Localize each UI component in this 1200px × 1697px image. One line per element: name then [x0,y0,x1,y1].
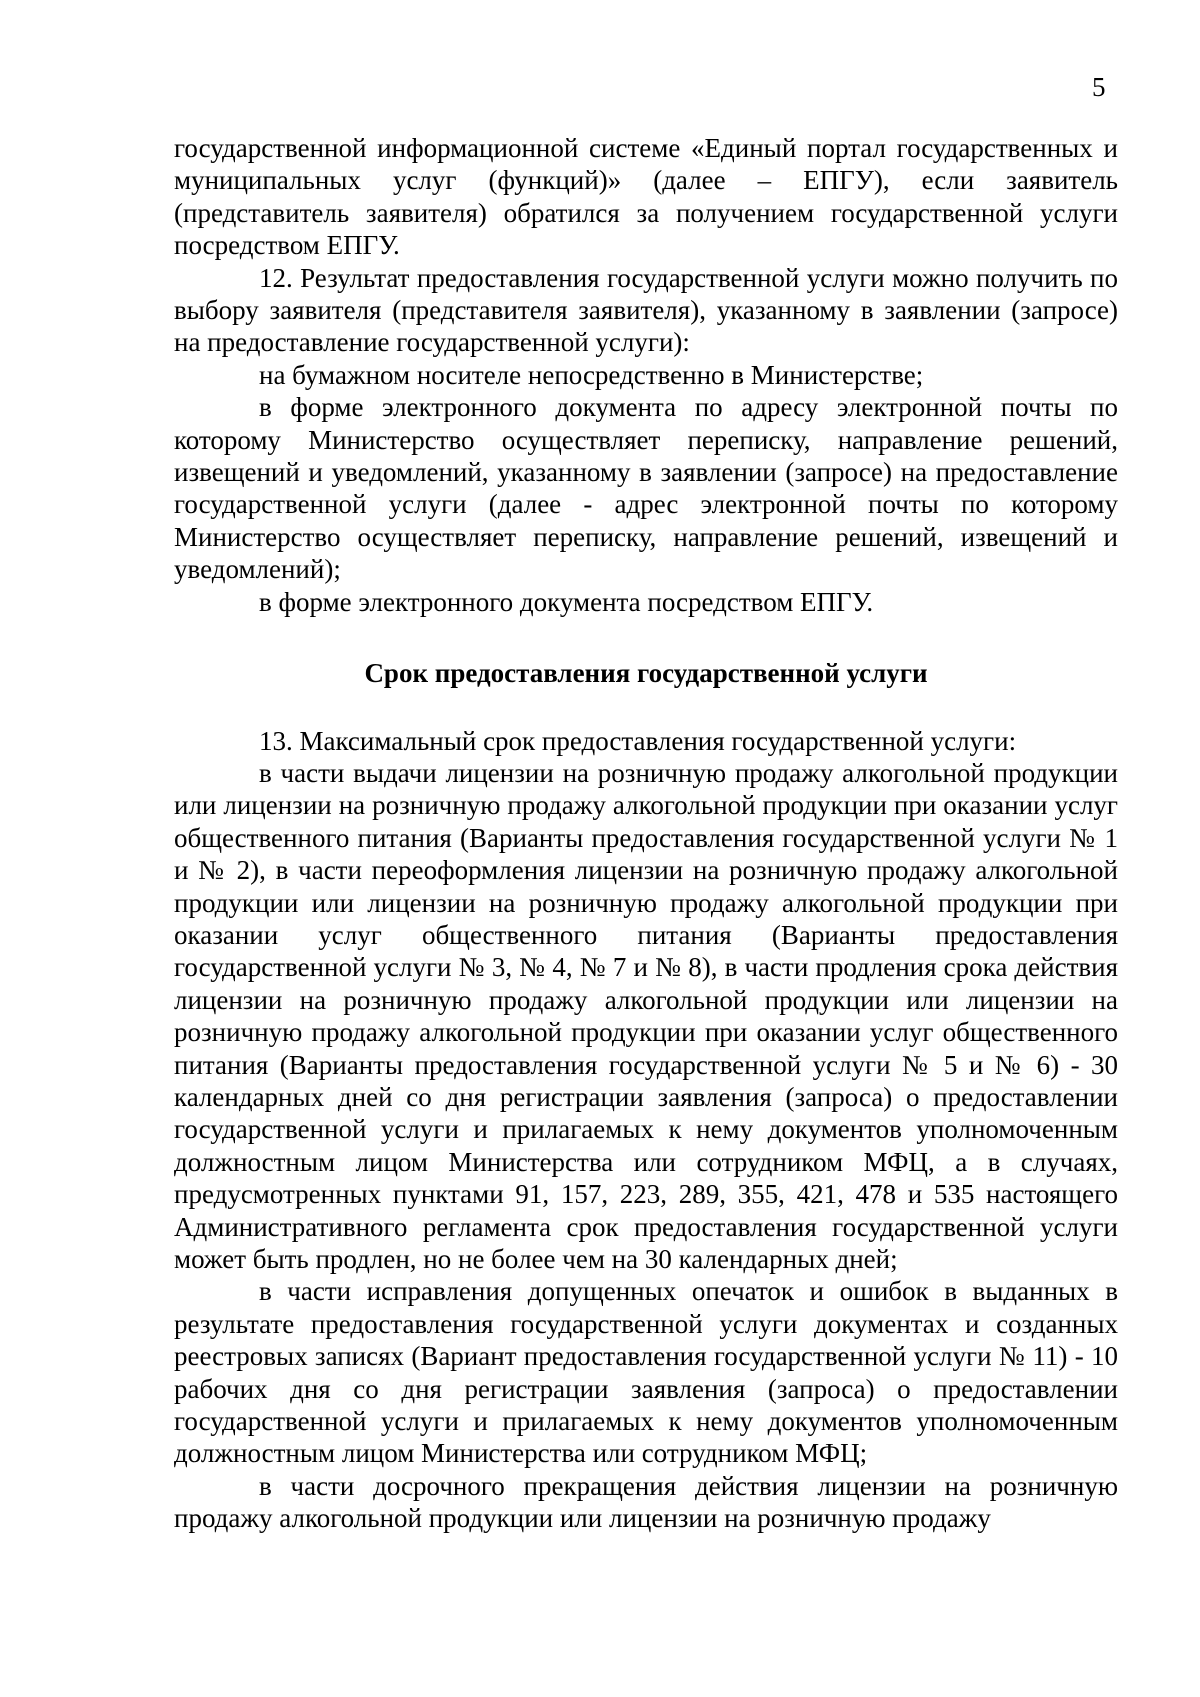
paragraph-early-termination: в части досрочного прекращения действия лицензии на розничную продажу алкогольной продукции или лицензии на розничную продажу [174,1470,1118,1534]
document-body [174,132,1118,1535]
paragraph-paper-option: на бумажном носителе непосредственно в Министерстве; [259,359,924,390]
section-heading: Срок предоставления государственной услуги [364,658,928,689]
paragraph-13-max-term: 13. Максимальный срок предоставления государственной услуги: [259,725,1017,756]
paragraph-correction-term: в части исправления допущенных опечаток и ошибок в выданных в результате предоставления государственной услуги документах и созданных реестровых записях (Вариант предоставления государственной услуги № 11) - 10 рабочих дня со дня регистрации заявления (запроса) о предоставлении государственной услуги и прилагаемых к нему документов уполномоченным должностным лицом Министерства или сотрудником МФЦ; [174,1276,1118,1469]
page-number: 5 [1092,72,1106,102]
paragraph-email-option: в форме электронного документа по адресу электронной почты по которому Министерство осуществляет переписку, направление решений, извещений и уведомлений, указанному в заявлении (запросе) на предоставление государственной услуги (далее - адрес электронной почты по которому Министерство осуществляет переписку, направление решений, извещений и уведомлений); [174,392,1118,585]
paragraph-12-result: 12. Результат предоставления государственной услуги можно получить по выбору заявителя (представителя заявителя), указанному в заявлении (запросе) на предоставление государственной услуги): [174,262,1118,358]
paragraph-epgu-option: в форме электронного документа посредством ЕПГУ. [259,586,874,617]
paragraph-continuation-epgu: государственной информационной системе «Единый портал государственных и муниципальных услуг (функций)» (далее – ЕПГУ), если заявитель (представитель заявителя) обратился за получением государственной услуги посредством ЕПГУ. [174,133,1118,261]
paragraph-license-issue-term: в части выдачи лицензии на розничную продажу алкогольной продукции или лицензии на розничную продажу алкогольной продукции при оказании услуг общественного питания (Варианты предоставления государственной услуги № 1 и № 2), в части переоформления лицензии на розничную продажу алкогольной продукции или лицензии на розничную продажу алкогольной продукции при оказании услуг общественного питания (Варианты предоставления государственной услуги № 3, № 4, № 7 и № 8), в части продления срока действия лицензии на розничную продажу алкогольной продукции или лицензии на розничную продажу алкогольной продукции при оказании услуг общественного питания (Варианты предоставления государственной услуги № 5 и № 6) - 30 календарных дней со дня регистрации заявления (запроса) о предоставлении государственной услуги и прилагаемых к нему документов уполномоченным должностным лицом Министерства или сотрудником МФЦ, а в случаях, предусмотренных пунктами 91, 157, 223, 289, 355, 421, 478 и 535 настоящего Административного регламента срок предоставления государственной услуги может быть продлен, но не более чем на 30 календарных дней; [174,757,1118,1274]
